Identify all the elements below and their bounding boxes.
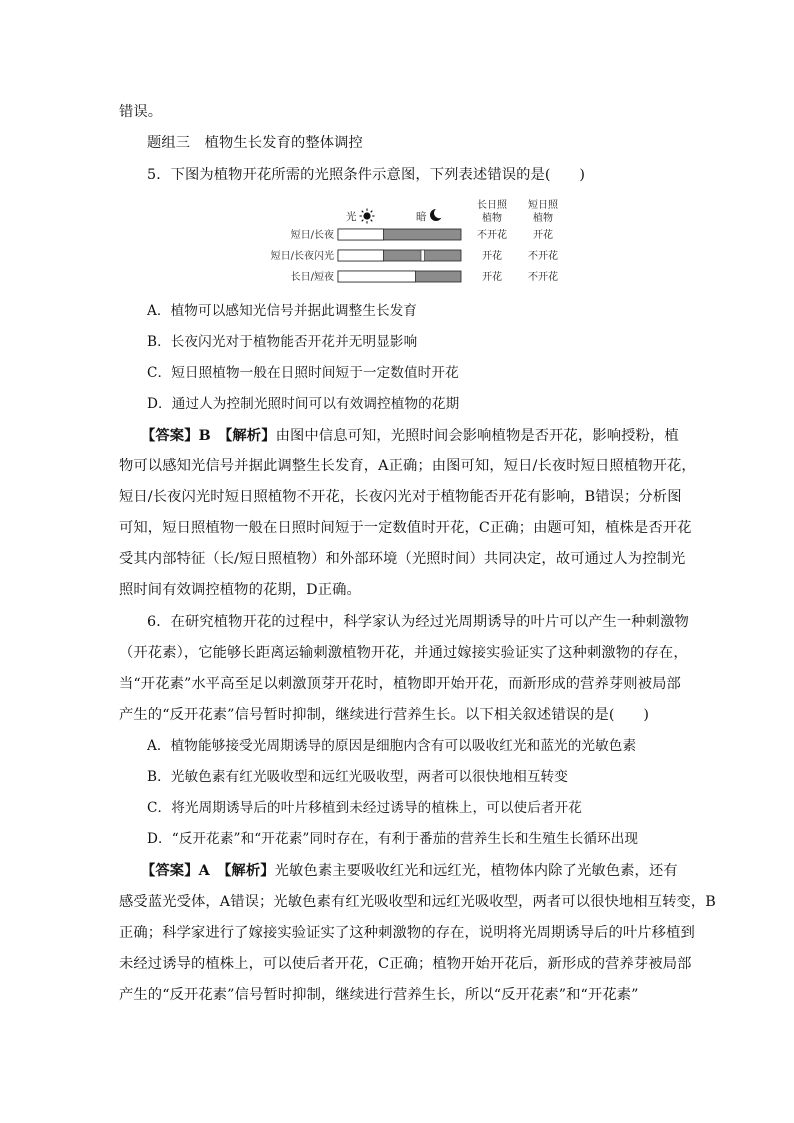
answer-6-line — [141, 861, 701, 881]
option-b: B．长夜闪光对于植物能否开花并无明显影响 — [147, 334, 418, 350]
question-5-stem: 5．下图为植物开花所需的光照条件示意图，下列表述错误的是( ) — [147, 167, 586, 183]
question-6-line: 6．在研究植物开花的过程中，科学家认为经过光周期诱导的叶片可以产生一种刺激物 — [147, 614, 689, 630]
text-line: 错误。 — [119, 104, 163, 120]
option-a: A．植物能够接受光周期诱导的原因是细胞内含有可以吸收红光和蓝光的光敏色素 — [147, 738, 637, 754]
answer-5-line: 可知，短日照植物一般在日照时间短于一定数值时开花，C正确；由题可知，植株是否开花 — [119, 520, 692, 536]
answer-6-line: 感受蓝光受体，A错误；光敏色素有红光吸收型和远红光吸收型，两者可以很快地相互转变，B — [119, 894, 716, 910]
light-bar — [338, 229, 384, 240]
light-label: 光 — [346, 211, 357, 223]
dark-label: 暗 — [416, 211, 427, 223]
question-6-line: （开花素），它能够长距离运输刺激植物开花，并通过嫁接实验证实了这种刺激物的存在， — [119, 645, 688, 661]
col-header-long-day: 植物 — [482, 213, 502, 224]
col-header-short-day: 植物 — [533, 213, 553, 224]
row-label: 短日/长夜闪光 — [270, 251, 334, 262]
moon-icon — [430, 208, 444, 221]
option-d: D．通过人为控制光照时间可以有效调控植物的花期 — [147, 396, 460, 412]
short-day-result: 开花 — [533, 230, 553, 241]
answer-6-line: 未经过诱导的植株上，可以使后者开花，C正确；植物开始开花后，新形成的营养芽被局部 — [119, 956, 692, 972]
col-header-long-day: 长日照 — [477, 200, 507, 211]
question-6-line: 当“开花素”水平高至足以刺激顶芽开花时，植物即开始开花，而新形成的营养芽则被局部 — [119, 676, 681, 692]
row-label: 短日/长夜 — [290, 230, 334, 241]
answer-6-line: 产生的“反开花素”信号暂时抑制，继续进行营养生长，所以“反开花素”和“开花素” — [119, 987, 639, 1003]
answer-5-line: 物可以感知光信号并据此调整生长发育，A正确；由图可知，短日/长夜时短日照植物开花， — [119, 458, 696, 474]
answer-tag: 【答案】A 【解析】 — [141, 863, 275, 879]
option-c: C．将光周期诱导后的叶片移植到未经过诱导的植株上，可以使后者开花 — [147, 800, 583, 816]
light-bar — [338, 271, 416, 282]
answer-6-line: 正确；科学家进行了嫁接实验证实了这种刺激物的存在，说明将光周期诱导后的叶片移植到 — [119, 925, 695, 941]
option-c: C．短日照植物一般在日照时间短于一定数值时开花 — [147, 365, 459, 381]
question-6-line: 产生的“反开花素”信号暂时抑制，继续进行营养生长。以下相关叙述错误的是( ) — [119, 707, 650, 723]
answer-5-line: 受其内部特征（长/短日照植物）和外部环境（光照时间）共同决定，故可通过人为控制光 — [119, 551, 686, 567]
long-day-result: 开花 — [482, 272, 502, 283]
answer-5-line: 照时间有效调控植物的花期，D正确。 — [119, 582, 361, 598]
col-header-short-day: 短日照 — [528, 200, 558, 211]
option-d: D．“反开花素”和“开花素”同时存在，有利于番茄的营养生长和生殖生长循环出现 — [147, 831, 639, 847]
long-day-result: 开花 — [482, 251, 502, 262]
short-day-result: 不开花 — [528, 251, 558, 262]
short-day-result: 不开花 — [528, 272, 558, 283]
answer-tag: 【答案】B 【解析】 — [141, 428, 276, 444]
light-bar — [338, 250, 384, 261]
row-label: 长日/短夜 — [290, 272, 334, 283]
answer-text: 光敏色素主要吸收红光和远红光，植物体内除了光敏色素，还有 — [274, 863, 678, 879]
option-b: B．光敏色素有红光吸收型和远红光吸收型，两者可以很快地相互转变 — [147, 769, 568, 785]
section-heading: 题组三 植物生长发育的整体调控 — [147, 135, 363, 151]
answer-5-line — [141, 426, 701, 446]
long-day-result: 不开花 — [477, 230, 507, 241]
sun-icon — [360, 209, 375, 224]
flash-mark — [421, 250, 425, 261]
option-a: A．植物可以感知光信号并据此调整生长发育 — [147, 303, 418, 319]
answer-5-line: 短日/长夜闪光时短日照植物不开花，长夜闪光对于植物能否开花有影响，B错误；分析图 — [119, 489, 682, 505]
answer-text: 由图中信息可知，光照时间会影响植物是否开花，影响授粉，植 — [275, 428, 679, 444]
photoperiod-figure — [250, 196, 590, 288]
